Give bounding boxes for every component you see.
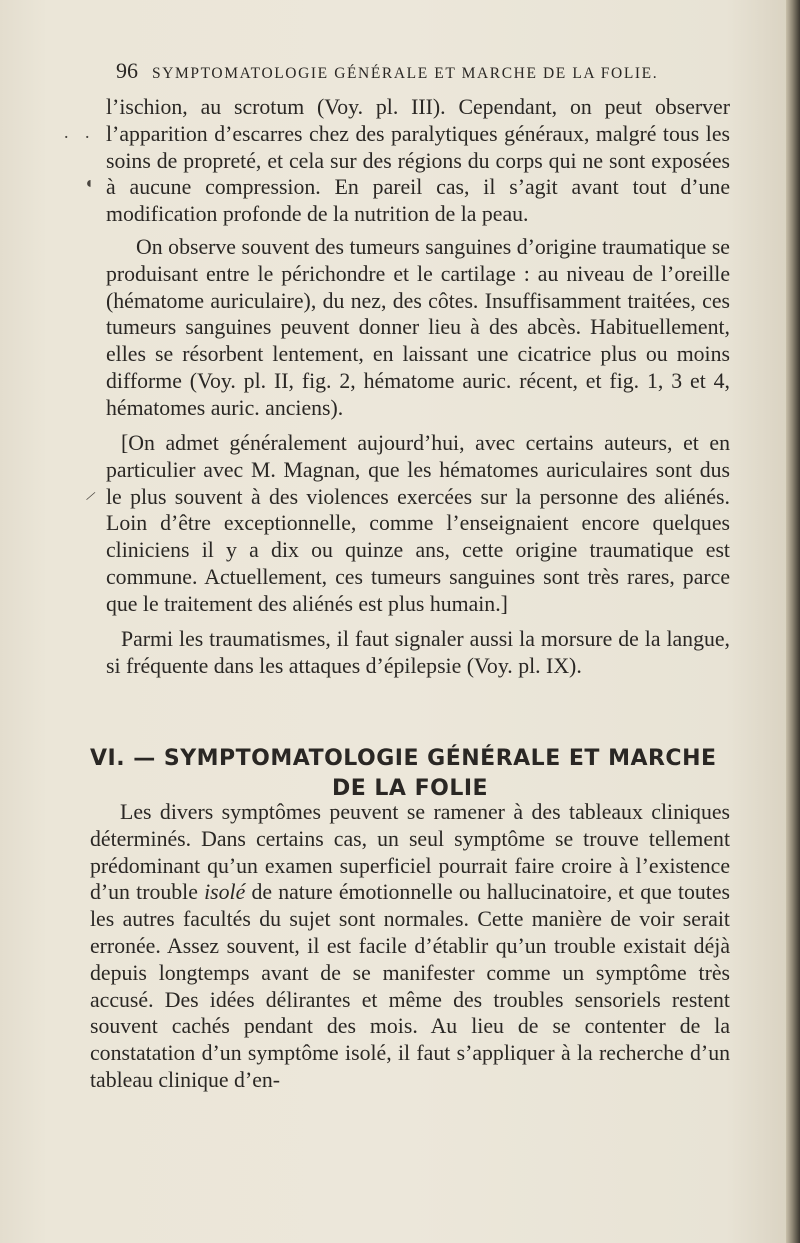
- paragraph-hematomes-auriculaires: [On admet généralement aujourd’hui, avec certains auteurs, et en particulier avec M. Magnan, que les hématomes auriculaires sont dus le plus souvent à des violences exercées sur la personne des aliénés. Loin d’être exceptionnelle, comme l’enseignaient encore quelques cliniciens il y a dix ou quinze ans, cette origine traumatique est commune. Actuellement, ces tumeurs sanguines sont très rares, parce que le traitement des aliénés est plus humain.]: [106, 431, 730, 616]
- book-spine-edge: [786, 0, 800, 1243]
- running-header: [116, 58, 730, 88]
- section-heading-line-2: DE LA FOLIE: [331, 776, 489, 801]
- paragraph-tumeurs-sanguines: On observe souvent des tumeurs sanguines d’origine traumatique se produisant entre le périchondre et le cartilage : au niveau de l’oreille (hématome auriculaire), du nez, des côtes. Insuffisamment traitées, ces tumeurs sanguines peuvent donner lieu à des abcès. Habituellement, elles se résorbent lentement, en laissant une cicatrice plus ou moins difforme (Voy. pl. II, fig. 2, hématome auric. récent, et fig. 1, 3 et 4, hématomes auric. anciens).: [106, 235, 730, 420]
- italic-word: isolé: [204, 880, 246, 905]
- running-title: SYMPTOMATOLOGIE GÉNÉRALE ET MARCHE DE LA FOLIE.: [152, 65, 659, 82]
- paragraph-text: de nature émotionnelle ou hallucinatoire, et que toutes les autres facultés du sujet sont normales. Cette manière de voir serait erronée. Assez souvent, il est facile d’établir qu’un trouble existait déjà depuis longtemps avant de se manifester comme un symptôme très accusé. Des idées délirantes et même des troubles sensoriels restent souvent cachés pendant des mois. Au lieu de se contenter de la constatation d’un symptôme isolé, il faut s’appliquer à la recherche d’un tableau clinique d’en-: [90, 880, 731, 1092]
- margin-mark: /: [84, 488, 97, 506]
- paragraph-tableaux-cliniques: [90, 799, 730, 1094]
- section-heading: [90, 744, 730, 804]
- margin-mark: ◖: [84, 175, 94, 192]
- section-heading-line-1: VI. — SYMPTOMATOLOGIE GÉNÉRALE ET MARCHE: [90, 746, 717, 771]
- page-number: 96: [116, 58, 138, 83]
- margin-mark: . .: [64, 122, 96, 142]
- paragraph-text: Les divers symptômes peuvent se ramener à des tableaux cliniques déterminés. Dans certains cas, un seul symptôme se trouve tellement prédominant qu’un examen superficiel pourrait faire croire à l’existence d’un trouble: [90, 800, 730, 905]
- paragraph-morsure-langue: Parmi les traumatismes, il faut signaler aussi la morsure de la langue, si fréquente dans les attaques d’épilepsie (Voy. pl. IX).: [106, 627, 730, 678]
- paragraph-escarres: l’ischion, au scrotum (Voy. pl. III). Cependant, on peut observer l’apparition d’escarres chez des paralytiques généraux, malgré tous les soins de propreté, et cela sur des régions du corps qui ne sont exposées à aucune compression. En pareil cas, il s’agit avant tout d’une modification profonde de la nutrition de la peau.: [106, 95, 730, 227]
